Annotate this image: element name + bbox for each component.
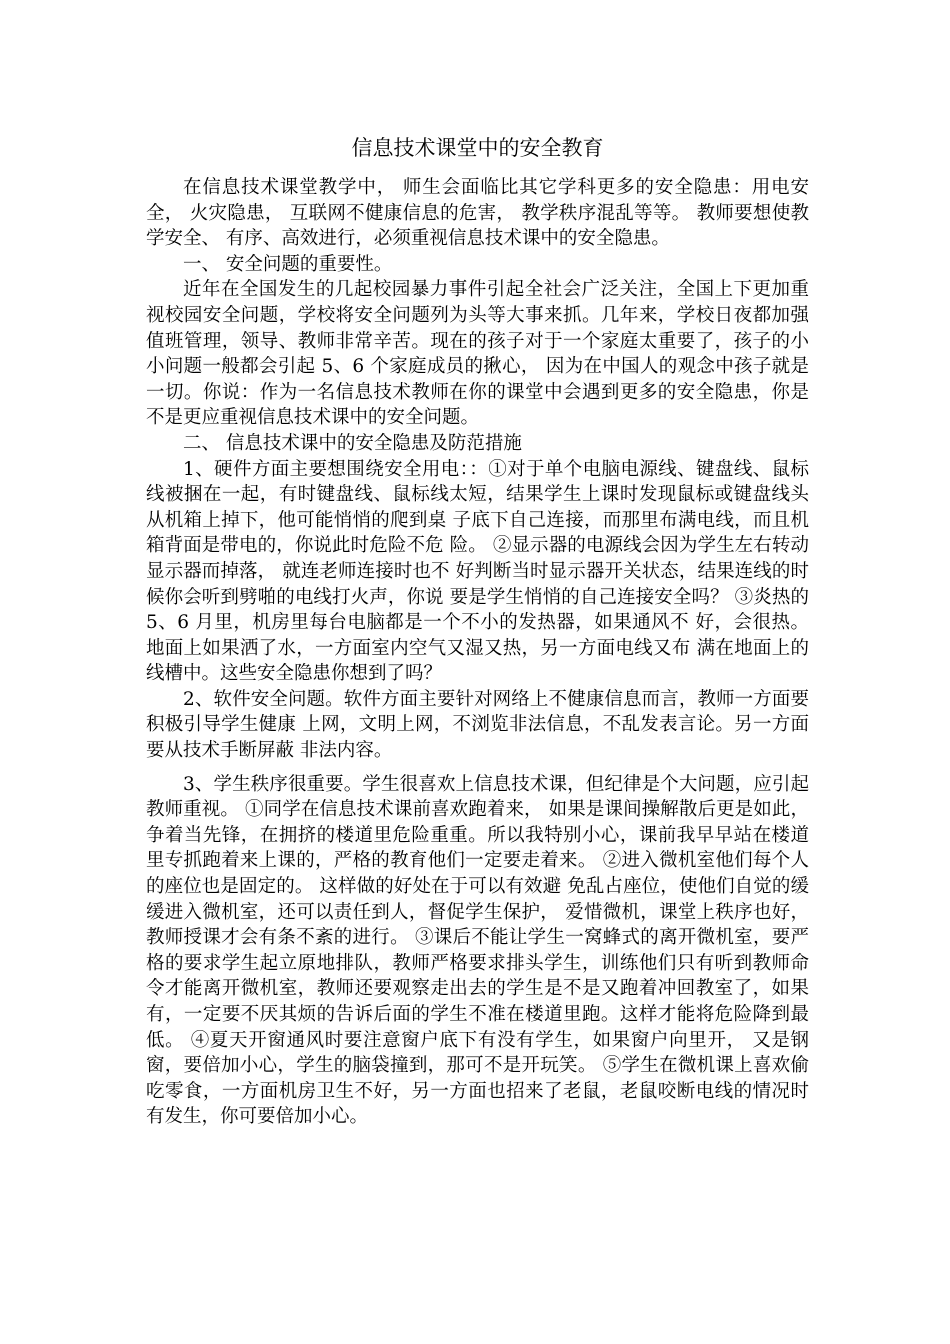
hardware-safety-paragraph: 1、硬件方面主要想围绕安全用电：：①对于单个电脑电源线、键盘线、鼠标线被捆在一起，有时键盘线、鼠标线太短，结果学生上课时发现鼠标或键盘线头从机箱上掉下，他可能悄悄的爬到桌 子底下自己连接，而那里布满电线，而且机箱背面是带电的，你说此时危险不危 险。 ②显示器的电源线会因为学生左右转动显示器而掉落， 就连老师连接时也不 好判断当时显示器开关状态，结果连线的时候你会听到劈啪的电线打火声，你说 要是学生悄悄的自己连接安全吗？ ③炎热的 5、6 月里，机房里每台电脑都是一个不小的发热器，如果通风不 好，会很热。地面上如果洒了水，一方面室内空气又湿又热，另一方面电线又布 满在地面上的线槽中。这些安全隐患你想到了吗？ <box>146 458 809 685</box>
document-title: 信息技术课堂中的安全教育 <box>351 136 604 160</box>
section-2-heading: 二、 信息技术课中的安全隐患及防范措施 <box>183 432 522 454</box>
document-body <box>146 133 809 1130</box>
student-order-paragraph: 3、学生秩序很重要。学生很喜欢上信息技术课，但纪律是个大问题，应引起教师重视。 ①同学在信息技术课前喜欢跑着来， 如果是课间操解散后更是如此，争着当先锋，在拥挤的楼道里危险重重。所以我特别小心，课前我早早站在楼道里专抓跑着来上课的，严格的教育他们一定要走着来。 ②进入微机室他们每个人的座位也是固定的。 这样做的好处在于可以有效避 免乱占座位，使他们自觉的缓缓进入微机室，还可以责任到人，督促学生保护， 爱惜微机，课堂上秩序也好，教师授课才会有条不紊的进行。 ③课后不能让学生一窝蜂式的离开微机室，要严格的要求学生起立原地排队，教师严格要求排头学生，训练他们只有听到教师命令才能离开微机室，教师还要观察走出去的学生是不是又跑着冲回教室了，如果有，一定要不厌其烦的告诉后面的学生不准在楼道里跑。这样才能将危险降到最低。 ④夏天开窗通风时要注意窗户底下有没有学生，如果窗户向里开， 又是钢窗，要倍加小心，学生的脑袋撞到，那可不是开玩笑。 ⑤学生在微机课上喜欢偷吃零食，一方面机房卫生不好，另一方面也招来了老鼠，老鼠咬断电线的情况时有发生，你可要倍加小心。 <box>146 773 809 1128</box>
section-1-heading: 一、 安全问题的重要性。 <box>183 253 393 275</box>
intro-paragraph: 在信息技术课堂教学中， 师生会面临比其它学科更多的安全隐患：用电安全， 火灾隐患， 互联网不健康信息的危害， 教学秩序混乱等等。 教师要想使教学安全、 有序、高效进行，必须重视信息技术课中的安全隐患。 <box>146 177 809 250</box>
software-safety-paragraph: 2、软件安全问题。软件方面主要针对网络上不健康信息而言，教师一方面要积极引导学生健康 上网，文明上网，不浏览非法信息，不乱发表言论。另一方面要从技术手断屏蔽 非法内容。 <box>146 688 809 762</box>
section-1-paragraph: 近年在全国发生的几起校园暴力事件引起全社会广泛关注，全国上下更加重视校园安全问题，学校将安全问题列为头等大事来抓。几年来，学校日夜都加强值班管理，领导、教师非常辛苦。现在的孩子对于一个家庭太重要了，孩子的小小问题一般都会引起 5、6 个家庭成员的揪心， 因为在中国人的观念中孩子就是一切。你说：作为一名信息技术教师在你的课堂中会遇到更多的安全隐患，你是不是更应重视信息技术课中的安全问题。 <box>146 279 809 429</box>
